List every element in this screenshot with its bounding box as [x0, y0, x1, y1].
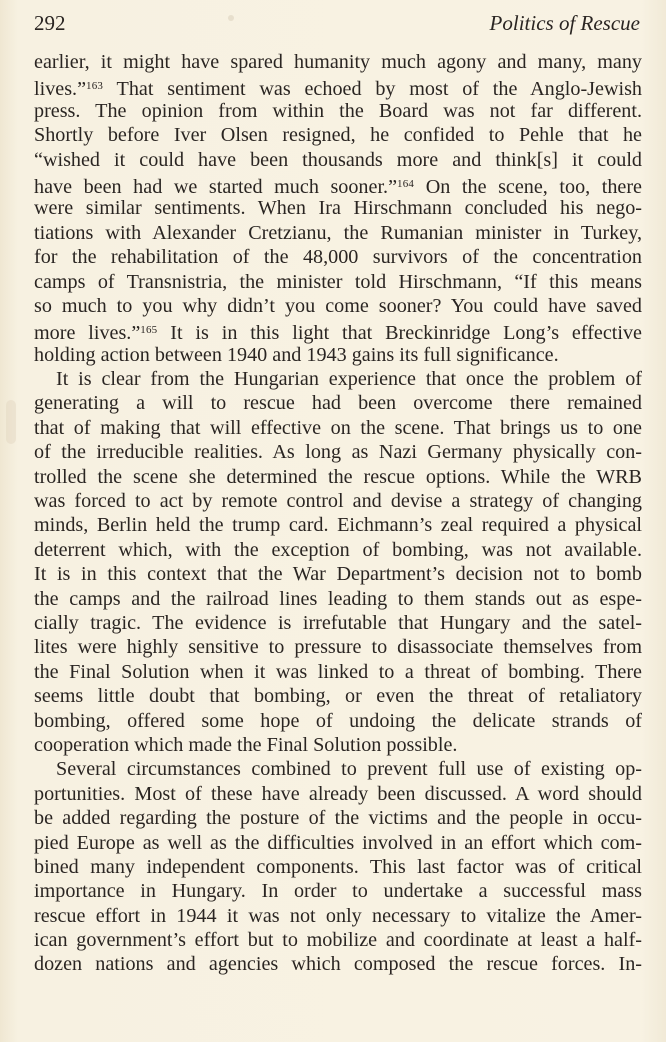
line-text: was forced to act by remote control and devise a strategy of changing [34, 490, 642, 513]
line-text-continuation: It is in this light that Breckinridge Long’s effective [157, 322, 643, 345]
line-text: minds, Berlin held the trump card. Eichmann’s zeal required a physical [34, 514, 642, 537]
line-text: that of making that will effective on the scene. That brings us to one [34, 416, 642, 439]
text-line [34, 416, 642, 440]
page-number: 292 [34, 11, 66, 35]
line-text: be added regarding the posture of the victims and the people in occu- [34, 807, 642, 830]
text-line [34, 757, 642, 781]
text-line [34, 538, 642, 562]
text-line [34, 611, 642, 635]
text-line [34, 172, 642, 196]
text-line [34, 587, 642, 611]
text-line [34, 635, 642, 659]
line-text: have been had we started much sooner.” [34, 175, 398, 198]
text-line [34, 270, 642, 294]
line-text-continuation: On the scene, too, there [414, 175, 642, 198]
line-text: lives.” [34, 78, 87, 101]
line-text: importance in Hungary. In order to undertake a successful mass [34, 880, 642, 903]
text-line [34, 904, 642, 928]
line-text: so much to you why didn’t you come sooner? You could have saved [34, 294, 642, 317]
text-line [34, 391, 642, 415]
text-line [34, 928, 642, 952]
text-line [34, 50, 642, 74]
text-line [34, 294, 642, 318]
line-text: more lives.” [34, 322, 141, 345]
line-text: generating a will to rescue had been overcome there remained [34, 392, 642, 415]
text-line [34, 562, 642, 586]
line-text: portunities. Most of these have already been discussed. A word should [34, 782, 642, 805]
line-text: cially tragic. The evidence is irrefutable that Hungary and the satel- [34, 611, 642, 634]
line-text: the Final Solution when it was linked to a threat of bombing. There [34, 660, 642, 683]
line-text: “wished it could have been thousands more and think[s] it could [34, 148, 642, 171]
text-line [34, 440, 642, 464]
footnote-reference: 163 [86, 80, 104, 93]
text-line [34, 709, 642, 733]
line-text: rescue effort in 1944 it was not only necessary to vitalize the Amer- [34, 904, 642, 927]
text-line [34, 660, 642, 684]
line-text: of the irreducible realities. As long as Nazi Germany physically con- [34, 441, 642, 464]
line-text: press. The opinion from within the Board was not far different. [34, 99, 642, 122]
line-text: cooperation which made the Final Solution possible. [34, 733, 458, 756]
line-text: were similar sentiments. When Ira Hirschmann concluded his nego- [34, 197, 642, 220]
line-text: Shortly before Iver Olsen resigned, he confided to Pehle that he [34, 124, 642, 147]
page-header [34, 8, 640, 38]
text-line [34, 782, 642, 806]
line-text: for the rehabilitation of the 48,000 survivors of the concentration [34, 246, 642, 269]
text-line [34, 343, 642, 367]
line-text: tiations with Alexander Cretzianu, the Rumanian minister in Turkey, [34, 221, 642, 244]
footnote-reference: 164 [397, 177, 415, 190]
line-text: holding action between 1940 and 1943 gains its full significance. [34, 343, 559, 366]
paper-shadow [6, 400, 16, 444]
line-text: dozen nations and agencies which composed the rescue forces. In- [34, 953, 642, 976]
line-text: Several circumstances combined to prevent full use of existing op- [56, 758, 642, 781]
line-text: ican government’s effort but to mobilize and coordinate at least a half- [34, 929, 642, 952]
text-line [34, 733, 642, 757]
line-text: bombing, offered some hope of undoing the delicate strands of [34, 709, 642, 732]
text-line [34, 879, 642, 903]
line-text-continuation: That sentiment was echoed by most of the Anglo-Jewish [103, 78, 642, 101]
line-text: lites were highly sensitive to pressure to disassociate themselves from [34, 636, 642, 659]
line-text: bined many independent components. This last factor was of critical [34, 855, 642, 878]
line-text: camps of Transnistria, the minister told Hirschmann, “If this means [34, 270, 642, 293]
text-line [34, 367, 642, 391]
text-line [34, 465, 642, 489]
text-line [34, 245, 642, 269]
line-text: seems little doubt that bombing, or even the threat of retaliatory [34, 685, 642, 708]
text-line [34, 513, 642, 537]
text-line [34, 318, 643, 345]
text-line [34, 74, 642, 101]
text-line [34, 855, 642, 879]
text-line [34, 99, 642, 123]
footnote-reference: 165 [140, 324, 158, 337]
text-line [34, 489, 642, 513]
line-text: the camps and the railroad lines leading to them stands out as espe- [34, 587, 642, 610]
text-line [34, 684, 642, 708]
text-line [34, 952, 642, 976]
line-text: It is clear from the Hungarian experience that once the problem of [56, 368, 642, 391]
running-head: Politics of Rescue [489, 11, 640, 35]
text-line [34, 148, 642, 172]
body-text [34, 50, 642, 977]
line-text: trolled the scene she determined the rescue options. While the WRB [34, 465, 642, 488]
text-line [34, 196, 642, 220]
text-line [34, 221, 642, 245]
text-line [34, 831, 642, 855]
line-text: deterrent which, with the exception of bombing, was not available. [34, 538, 642, 561]
line-text: earlier, it might have spared humanity much agony and many, many [34, 51, 642, 73]
line-text: pied Europe as well as the difficulties involved in an effort which com- [34, 831, 642, 854]
text-line [34, 123, 642, 147]
text-line [34, 806, 642, 830]
line-text: It is in this context that the War Department’s decision not to bomb [34, 563, 642, 586]
